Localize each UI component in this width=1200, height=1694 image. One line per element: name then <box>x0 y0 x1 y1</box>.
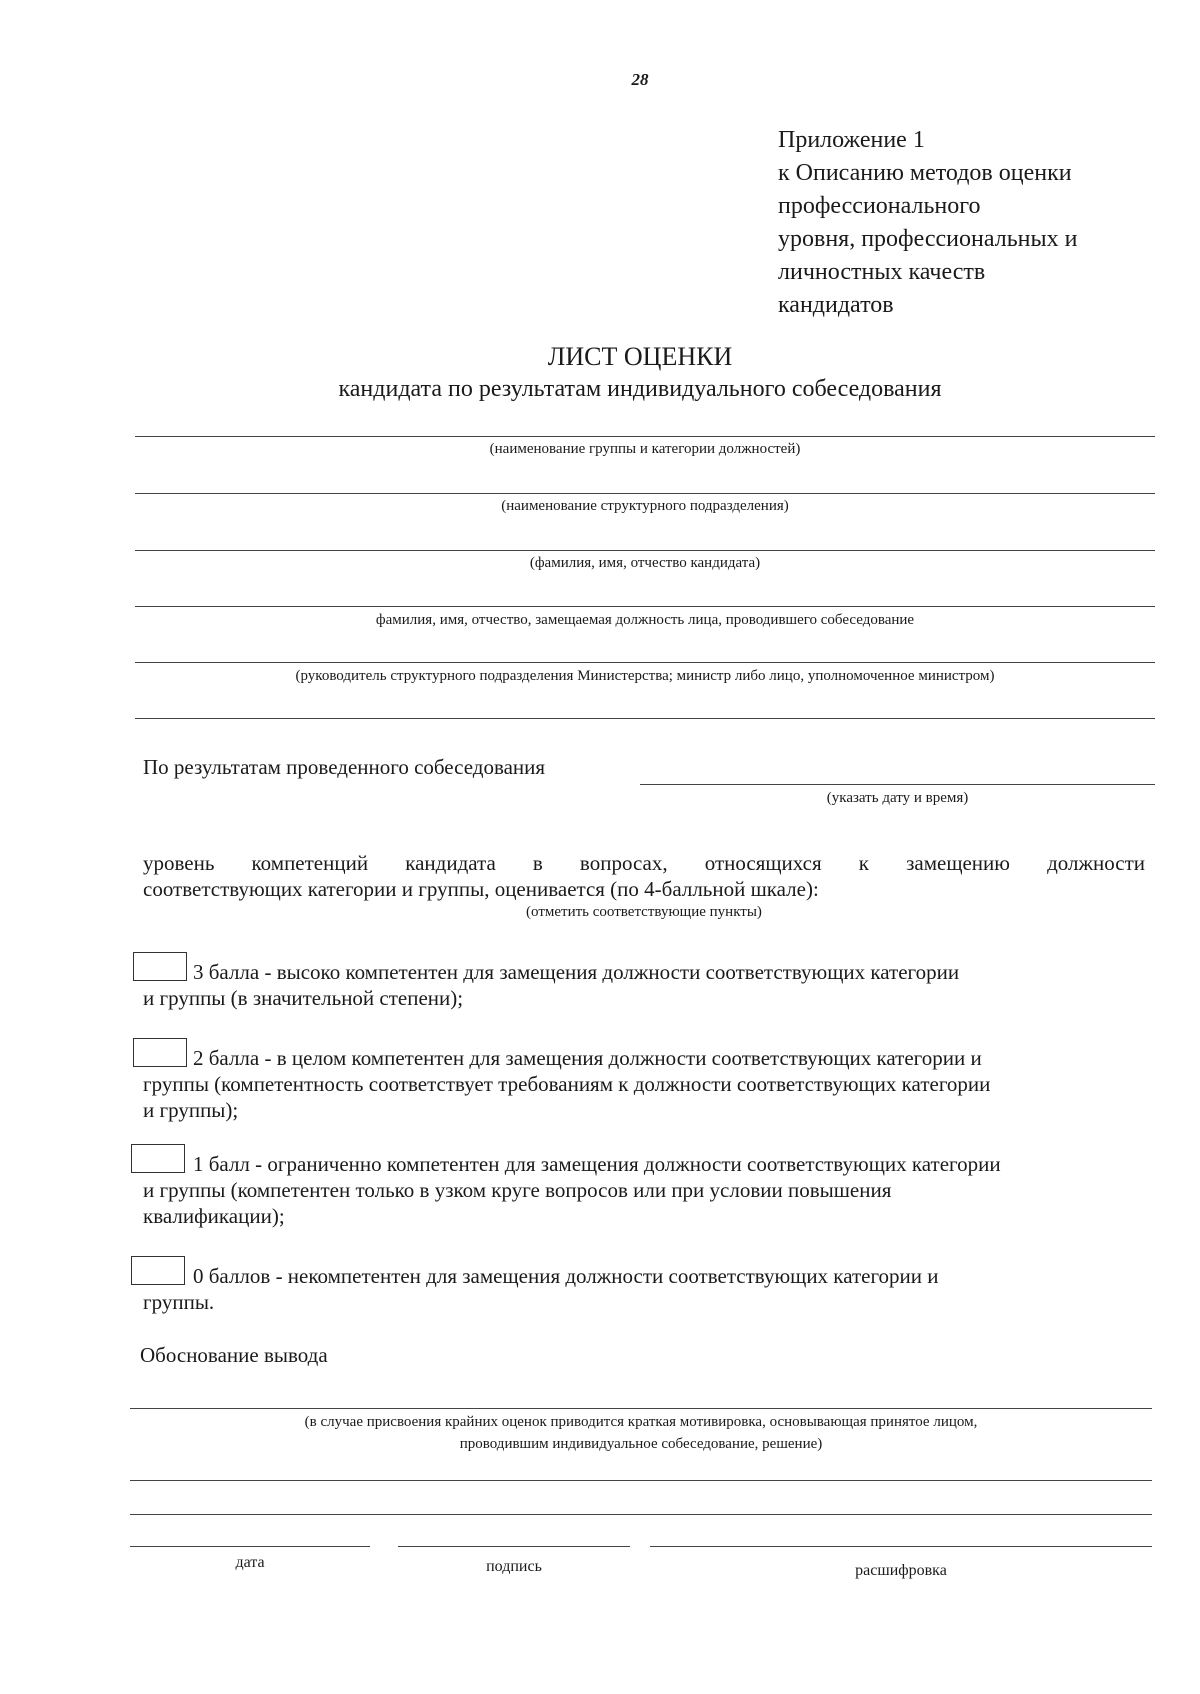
justification-extra-line[interactable] <box>130 1480 1152 1481</box>
justification-line[interactable] <box>130 1408 1152 1409</box>
annex-reference <box>778 124 1077 322</box>
candidate-name-line[interactable] <box>135 550 1155 551</box>
justification-label: Обоснование вывода <box>140 1343 328 1367</box>
option-text: 1 балл - ограниченно компетентен для замещения должности соответствующих категории <box>193 1152 1001 1176</box>
department-line[interactable] <box>135 493 1155 494</box>
option-text: и группы (компетентен только в узком круге вопросов или при условии повышения <box>143 1178 892 1202</box>
interview-date-line[interactable] <box>640 784 1155 785</box>
group-category-caption: (наименование группы и категории должностей) <box>489 441 801 457</box>
justification-extra-line[interactable] <box>130 1514 1152 1515</box>
document-title: ЛИСТ ОЦЕНКИ <box>547 342 733 371</box>
justification-note-line1: (в случае присвоения крайних оценок приводится краткая мотивировка, основывающая принятое лицом, <box>304 1414 978 1430</box>
score-1-option <box>143 1151 1143 1229</box>
score-2-option <box>143 1045 1143 1123</box>
option-text: 3 балла - высоко компетентен для замещения должности соответствующих категории <box>193 960 960 984</box>
department-caption: (наименование структурного подразделения) <box>501 498 789 514</box>
page-number: 28 <box>631 70 649 89</box>
interviewer-role-line[interactable] <box>135 662 1155 663</box>
option-text: группы. <box>143 1290 215 1314</box>
option-text: группы (компетентность соответствует требованиям к должности соответствующих категории <box>143 1072 991 1096</box>
option-text: и группы); <box>143 1098 239 1122</box>
assessment-text-line2: соответствующих категории и группы, оценивается (по 4-балльной шкале): <box>143 877 819 901</box>
option-text: квалификации); <box>143 1204 285 1228</box>
decoding-caption: расшифровка <box>855 1562 947 1579</box>
assessment-text-line1: уровень компетенций кандидата в вопросах, относящихся к замещению должности <box>143 851 1145 875</box>
interviewer-role-caption: (руководитель структурного подразделения Министерства; министр либо лицо, уполномоченное министром) <box>295 668 995 684</box>
group-category-line[interactable] <box>135 436 1155 437</box>
date-caption: дата <box>235 1554 265 1571</box>
annex-line: личностных качеств <box>778 259 986 285</box>
score-0-option <box>143 1263 1143 1315</box>
option-text: 2 балла - в целом компетентен для замещения должности соответствующих категории и <box>193 1046 982 1070</box>
interviewer-line[interactable] <box>135 606 1155 607</box>
document-subtitle: кандидата по результатам индивидуального собеседования <box>338 376 942 402</box>
interviewer-caption: фамилия, имя, отчество, замещаемая должность лица, проводившего собеседование <box>375 612 915 628</box>
signature-line[interactable] <box>398 1546 630 1547</box>
interview-label: По результатам проведенного собеседования <box>143 755 546 779</box>
annex-line: профессионального <box>778 193 981 219</box>
decoding-line[interactable] <box>650 1546 1152 1547</box>
assessment-note: (отметить соответствующие пункты) <box>526 904 762 920</box>
annex-line: уровня, профессиональных и <box>778 226 1078 252</box>
annex-line: кандидатов <box>778 292 894 318</box>
score-3-option <box>143 959 1143 1011</box>
annex-line: Приложение 1 <box>778 127 925 153</box>
extra-line[interactable] <box>135 718 1155 719</box>
option-text: 0 баллов - некомпетентен для замещения должности соответствующих категории и <box>193 1264 939 1288</box>
annex-line: к Описанию методов оценки <box>778 160 1072 186</box>
justification-note-line2: проводившим индивидуальное собеседование, решение) <box>459 1436 823 1452</box>
interview-date-caption: (указать дату и время) <box>826 790 969 806</box>
candidate-name-caption: (фамилия, имя, отчество кандидата) <box>529 555 761 571</box>
signature-caption: подпись <box>486 1558 542 1575</box>
option-text: и группы (в значительной степени); <box>143 986 464 1010</box>
date-line[interactable] <box>130 1546 370 1547</box>
